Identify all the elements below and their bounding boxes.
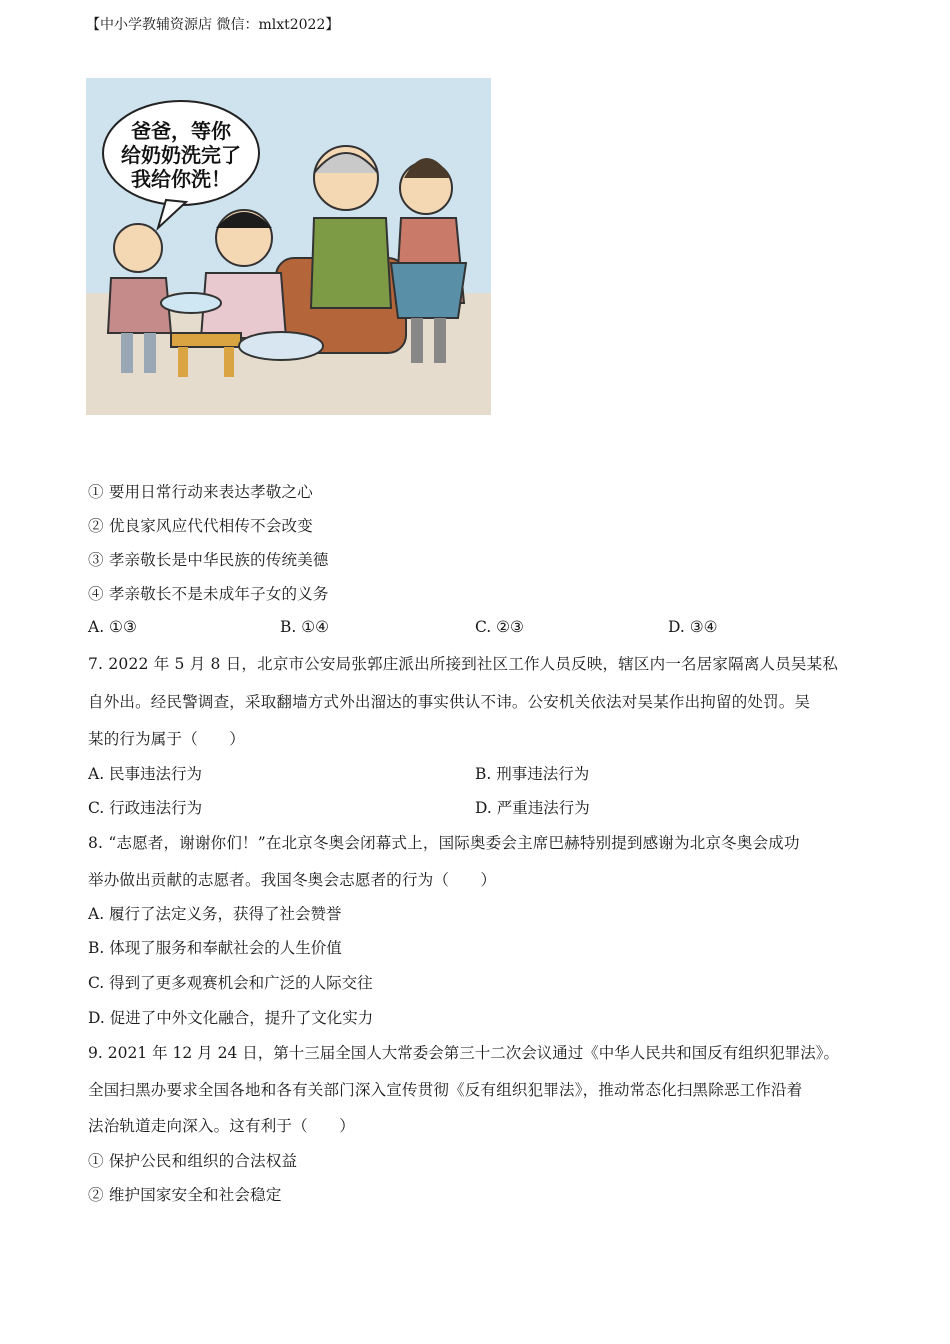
q7-option-b: B. 刑事违法行为 [475, 765, 590, 783]
q7-option-d: D. 严重违法行为 [475, 799, 590, 817]
q8-option-b: B. 体现了服务和奉献社会的人生价值 [88, 939, 342, 957]
q8-option-c: C. 得到了更多观赛机会和广泛的人际交往 [88, 974, 373, 992]
speech-line-3: 我给你洗！ [131, 167, 231, 191]
speech-line-1: 爸爸，等你 [131, 119, 231, 143]
q7-option-a: A. 民事违法行为 [88, 765, 203, 783]
q6-statement-1: ① 要用日常行动来表达孝敬之心 [88, 483, 313, 501]
q6-option-c: C. ②③ [475, 618, 524, 636]
q6-statement-2: ② 优良家风应代代相传不会改变 [88, 517, 313, 535]
q9-statement-2: ② 维护国家安全和社会稳定 [88, 1186, 282, 1204]
q7-line-2: 自外出。经民警调查，采取翻墙方式外出溜达的事实供认不讳。公安机关依法对吴某作出拘留的处罚。吴 [88, 693, 811, 711]
q8-line-2: 举办做出贡献的志愿者。我国冬奥会志愿者的行为（ ） [88, 871, 497, 889]
q6-option-b: B. ①④ [280, 618, 330, 636]
q7-line-3: 某的行为属于（ ） [88, 730, 246, 748]
q6-statement-4: ④ 孝亲敬长不是未成年子女的义务 [88, 585, 329, 603]
q8-option-a: A. 履行了法定义务，获得了社会赞誉 [88, 905, 342, 923]
q7-line-1: 7. 2022 年 5 月 8 日，北京市公安局张郭庄派出所接到社区工作人员反映，辖区内一名居家隔离人员吴某私 [88, 655, 839, 673]
cartoon-illustration [86, 78, 491, 415]
speech-line-2: 给奶奶洗完了 [121, 143, 241, 167]
q9-line-2: 全国扫黑办要求全国各地和各有关部门深入宣传贯彻《反有组织犯罪法》，推动常态化扫黑除恶工作沿着 [88, 1081, 803, 1099]
q7-option-c: C. 行政违法行为 [88, 799, 203, 817]
q6-statement-3: ③ 孝亲敬长是中华民族的传统美德 [88, 551, 329, 569]
q8-option-d: D. 促进了中外文化融合，提升了文化实力 [88, 1009, 374, 1027]
q9-line-1: 9. 2021 年 12 月 24 日，第十三届全国人大常委会第三十二次会议通过《中华人民共和国反有组织犯罪法》。 [88, 1044, 839, 1062]
q8-line-1: 8. “志愿者，谢谢你们！”在北京冬奥会闭幕式上，国际奥委会主席巴赫特别提到感谢为北京冬奥会成功 [88, 834, 800, 852]
q6-option-a: A. ①③ [88, 618, 137, 636]
q9-statement-1: ① 保护公民和组织的合法权益 [88, 1152, 298, 1170]
q9-line-3: 法治轨道走向深入。这有利于（ ） [88, 1117, 355, 1135]
page-header: 【中小学教辅资源店 微信：mlxt2022】 [86, 17, 340, 33]
q6-option-d: D. ③④ [668, 618, 718, 636]
